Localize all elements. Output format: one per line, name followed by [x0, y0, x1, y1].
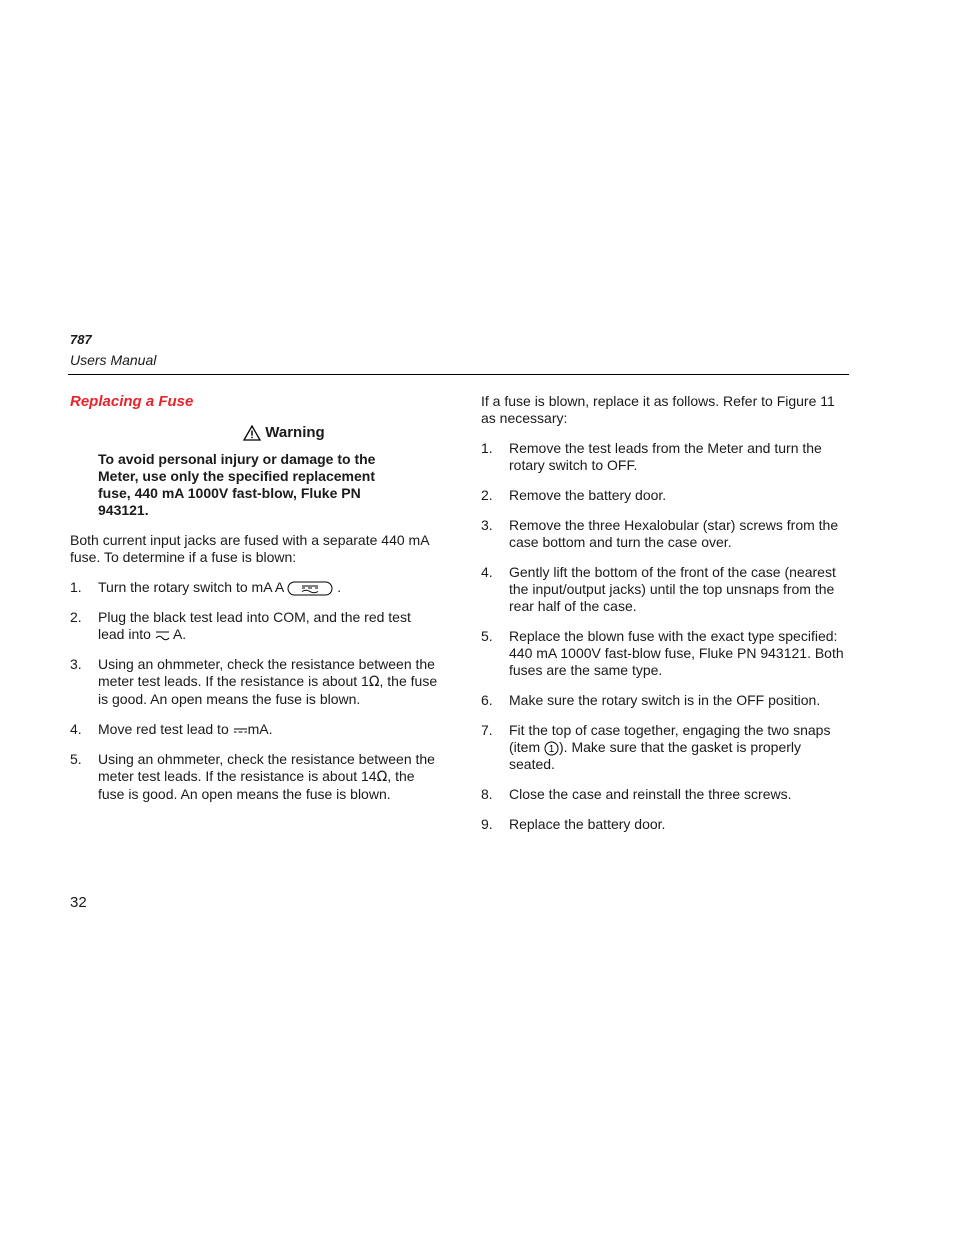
replace-intro: If a fuse is blown, replace it as follows. Refer to Figure 11 as necessary:	[481, 393, 835, 426]
step-number: 9.	[481, 816, 493, 832]
circled-callout-icon	[544, 741, 559, 756]
list-item	[70, 751, 438, 803]
left-column	[70, 393, 438, 816]
step-text-end: .	[337, 579, 342, 595]
step-number: 7.	[481, 722, 493, 738]
list-item	[481, 564, 849, 615]
step-text: Replace the battery door.	[509, 816, 666, 832]
warning-triangle-icon	[243, 425, 261, 441]
ohm-symbol: Ω	[368, 674, 380, 690]
manual-model: 787	[70, 332, 92, 347]
step-text-end: , the fuse is good. An open means the fuse is blown.	[98, 673, 438, 707]
list-item	[481, 816, 849, 833]
ac-dc-symbol-icon	[155, 630, 170, 641]
list-item	[481, 628, 849, 679]
step-number: 1.	[481, 440, 493, 456]
fuse-replace-steps	[481, 440, 849, 833]
right-column	[481, 393, 849, 846]
step-number: 2.	[70, 609, 82, 625]
warning-label: Warning	[265, 424, 325, 441]
step-text: Using an ohmmeter, check the resistance between the meter test leads. If the resistance is about 1	[98, 656, 435, 689]
page-number: 32	[70, 894, 87, 911]
step-text-end: ). Make sure that the gasket is properly seated.	[509, 739, 802, 772]
step-number: 2.	[481, 487, 493, 503]
header-rule	[68, 374, 849, 375]
section-title: Replacing a Fuse	[70, 393, 194, 410]
ac-dc-button-icon	[287, 581, 333, 596]
list-item	[481, 487, 849, 504]
step-text: Fit the top of case together, engaging the two snaps (item	[509, 722, 831, 755]
step-text-end: mA.	[247, 721, 273, 737]
step-text: Remove the three Hexalobular (star) screws from the case bottom and turn the case over.	[509, 517, 839, 550]
step-text-end: , the fuse is good. An open means the fuse is blown.	[98, 768, 415, 802]
step-text: Using an ohmmeter, check the resistance between the meter test leads. If the resistance is about 14	[98, 751, 435, 784]
step-text: Replace the blown fuse with the exact type specified: 440 mA 1000V fast-blow fuse, Fluke PN 943121. Both fuses are the same type.	[509, 628, 844, 678]
step-text: Close the case and reinstall the three screws.	[509, 786, 792, 802]
step-text: Remove the battery door.	[509, 487, 667, 503]
list-item	[70, 721, 438, 738]
step-text-end: A.	[172, 626, 187, 642]
intro-paragraph: Both current input jacks are fused with a separate 440 mA fuse. To determine if a fuse is blown:	[70, 532, 429, 565]
ohm-symbol: Ω	[376, 769, 388, 785]
list-item	[481, 722, 849, 773]
step-number: 6.	[481, 692, 493, 708]
step-number: 4.	[70, 721, 82, 737]
warning-heading	[130, 424, 438, 442]
manual-subtitle: Users Manual	[70, 352, 157, 368]
list-item	[70, 656, 438, 708]
warning-text: To avoid personal injury or damage to the Meter, use only the specified replacement fuse, 440 mA 1000V fast-blow, Fluke PN 943121.	[98, 451, 376, 518]
step-number: 4.	[481, 564, 493, 580]
step-text: Make sure the rotary switch is in the OFF position.	[509, 692, 821, 708]
step-text: Plug the black test lead into COM, and the red test lead into	[98, 609, 411, 642]
step-text: Move red test lead to	[98, 721, 229, 737]
list-item	[70, 609, 438, 643]
list-item	[481, 517, 849, 551]
list-item	[70, 579, 438, 596]
step-number: 5.	[70, 751, 82, 767]
step-number: 1.	[70, 579, 82, 595]
step-text: Gently lift the bottom of the front of the case (nearest the input/output jacks) until the top unsnaps from the rear half of the case.	[509, 564, 836, 614]
step-number: 3.	[481, 517, 493, 533]
callout-number: 1	[548, 743, 555, 755]
fuse-check-steps	[70, 579, 438, 803]
step-text: Remove the test leads from the Meter and turn the rotary switch to OFF.	[509, 440, 822, 473]
step-number: 8.	[481, 786, 493, 802]
step-number: 5.	[481, 628, 493, 644]
step-text: Turn the rotary switch to mA A	[98, 579, 284, 595]
dc-symbol-icon	[233, 726, 248, 735]
list-item	[481, 440, 849, 474]
step-number: 3.	[70, 656, 82, 672]
list-item	[481, 786, 849, 803]
list-item	[481, 692, 849, 709]
